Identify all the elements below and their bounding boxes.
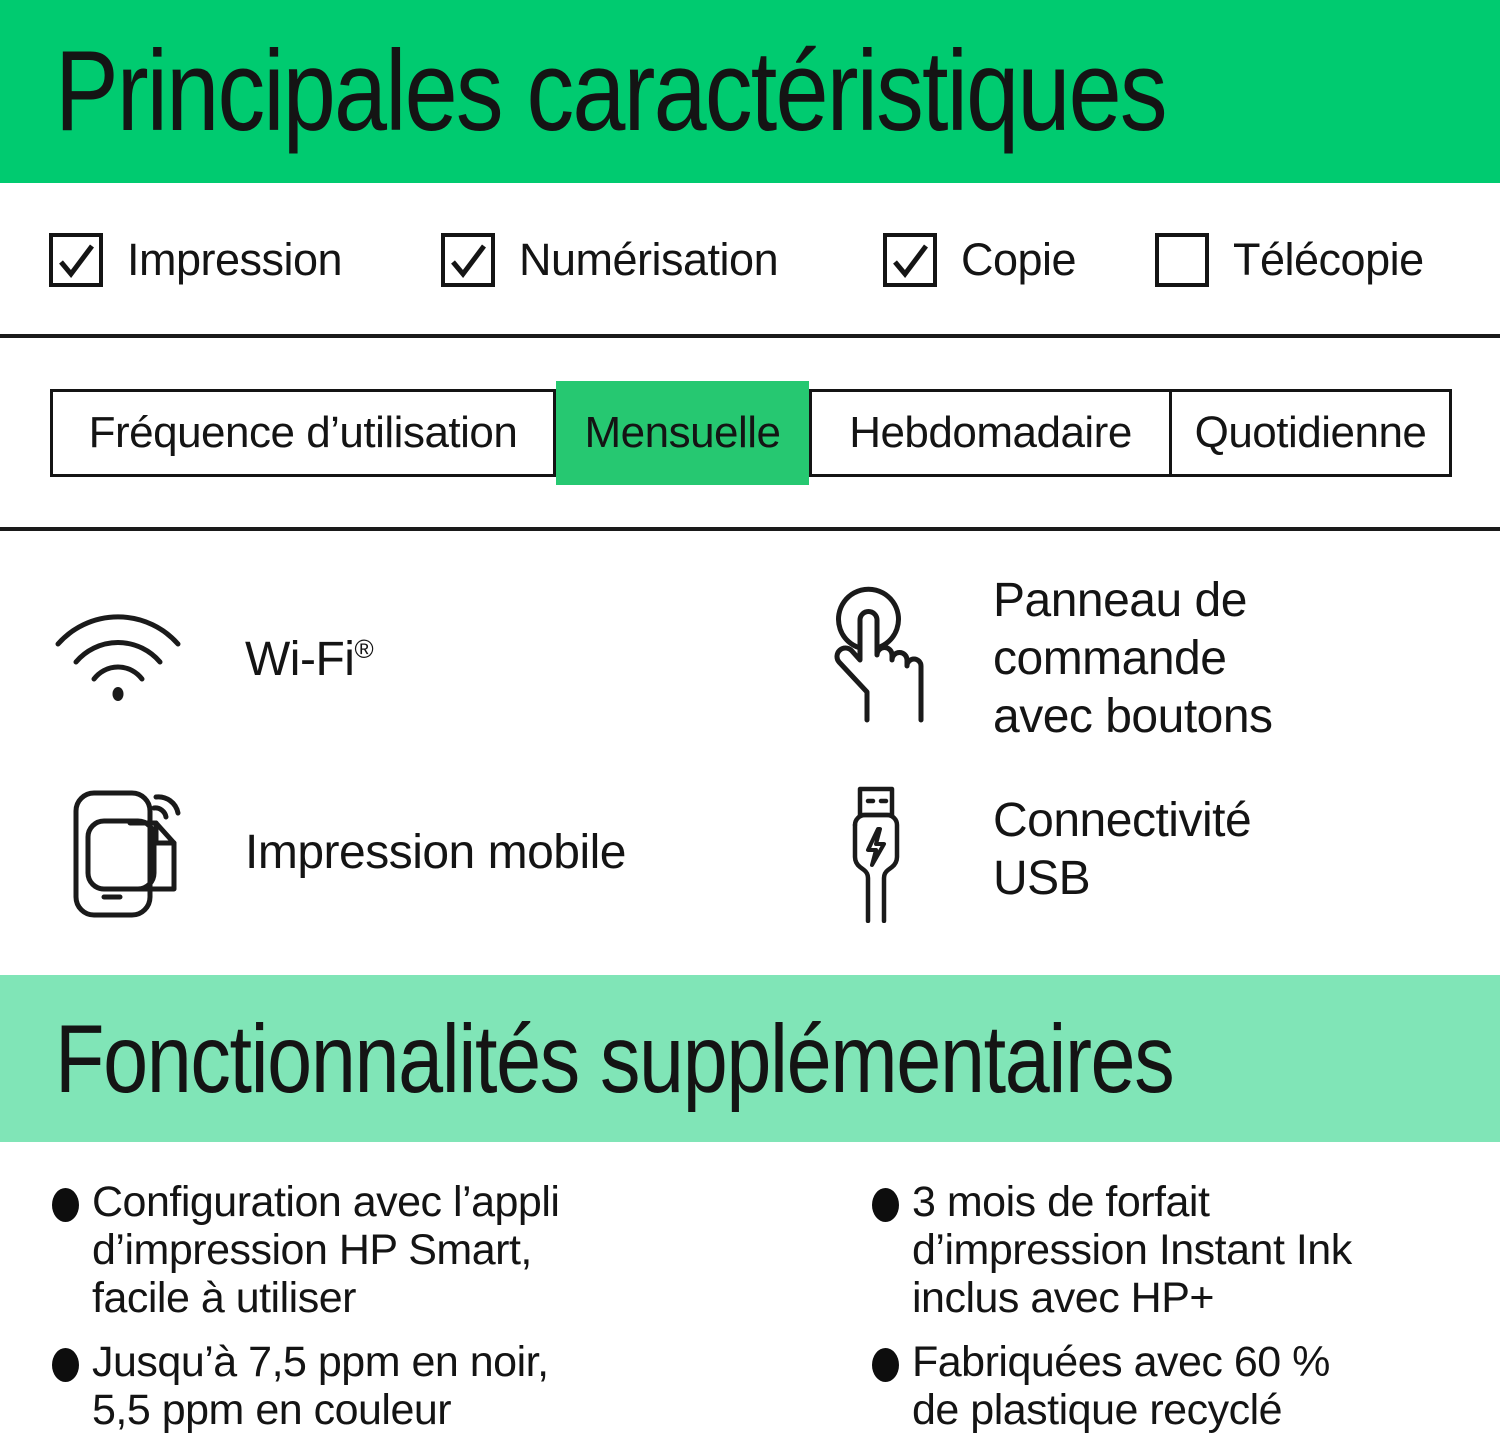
bullet-line: 5,5 ppm en couleur <box>92 1386 452 1434</box>
capability-item-numerisation <box>441 233 778 287</box>
capability-checkbox-0[interactable] <box>49 233 103 287</box>
feature-usb <box>993 792 1251 908</box>
frequency-row-label: Fréquence d’utilisation <box>88 408 518 457</box>
capability-label: Impression <box>127 234 343 285</box>
feature-line: Panneau de <box>993 574 1247 627</box>
bullet-line: d’impression HP Smart, <box>92 1226 532 1274</box>
frequency-option-quotidienne[interactable]: Quotidienne <box>1169 392 1449 474</box>
bullet-dot <box>52 1188 79 1222</box>
capability-item-copie <box>883 233 1076 287</box>
feature-line: USB <box>993 852 1091 905</box>
bullet-item-ppm <box>92 1338 549 1434</box>
feature-line: commande <box>993 632 1227 685</box>
capability-item-telecopie <box>1155 233 1424 287</box>
bullet-line: Fabriquées avec 60 % <box>912 1338 1330 1386</box>
bullet-dot <box>872 1348 899 1382</box>
wifi-icon <box>48 592 188 704</box>
mobile-printing-icon <box>68 783 186 923</box>
capability-label: Numérisation <box>519 234 779 285</box>
main-header-banner <box>0 0 1500 183</box>
checkmark-icon <box>888 238 932 282</box>
bullet-line: Configuration avec l’appli <box>92 1178 560 1226</box>
capability-label: Copie <box>961 234 1077 285</box>
feature-mobile-printing <box>245 824 626 882</box>
usb-plug-icon <box>845 785 907 923</box>
bullet-line: facile à utiliser <box>92 1274 356 1322</box>
extras-title: Fonctionnalités supplémentaires <box>55 1003 1174 1113</box>
bullet-dot <box>872 1188 899 1222</box>
bullet-item-instant-ink <box>912 1178 1352 1322</box>
bullet-line: de plastique recyclé <box>912 1386 1283 1434</box>
bullet-line: d’impression Instant Ink <box>912 1226 1352 1274</box>
bullet-item-hp-smart <box>92 1178 559 1322</box>
frequency-option-hebdomadaire[interactable]: Hebdomadaire <box>809 392 1169 474</box>
bullet-line: Jusqu’à 7,5 ppm en noir, <box>92 1338 549 1386</box>
frequency-option-selected[interactable]: Mensuelle <box>556 381 809 485</box>
feature-control-panel <box>993 572 1273 746</box>
feature-line: Connectivité <box>993 794 1252 847</box>
checkmark-icon <box>54 238 98 282</box>
checkmark-icon <box>446 238 490 282</box>
bullet-line: inclus avec HP+ <box>912 1274 1215 1322</box>
registered-mark: ® <box>354 634 374 664</box>
capability-checkbox-3[interactable] <box>1155 233 1209 287</box>
feature-line: avec boutons <box>993 690 1273 743</box>
capability-checkbox-1[interactable] <box>441 233 495 287</box>
page-title: Principales caractéristiques <box>55 27 1166 155</box>
capability-item-impression <box>49 233 342 287</box>
feature-wifi-label: Wi-Fi <box>245 633 355 686</box>
divider-line <box>0 334 1500 338</box>
feature-wifi <box>245 620 374 689</box>
touch-finger-icon <box>820 578 932 726</box>
capability-checkbox-2[interactable] <box>883 233 937 287</box>
divider-line <box>0 527 1500 531</box>
bullet-line: 3 mois de forfait <box>912 1178 1210 1226</box>
capability-label: Télécopie <box>1233 234 1424 285</box>
bullet-dot <box>52 1348 79 1382</box>
bullet-item-recycled-plastic <box>912 1338 1330 1434</box>
feature-mobile-label: Impression mobile <box>245 826 626 879</box>
extras-header-banner <box>0 975 1500 1142</box>
